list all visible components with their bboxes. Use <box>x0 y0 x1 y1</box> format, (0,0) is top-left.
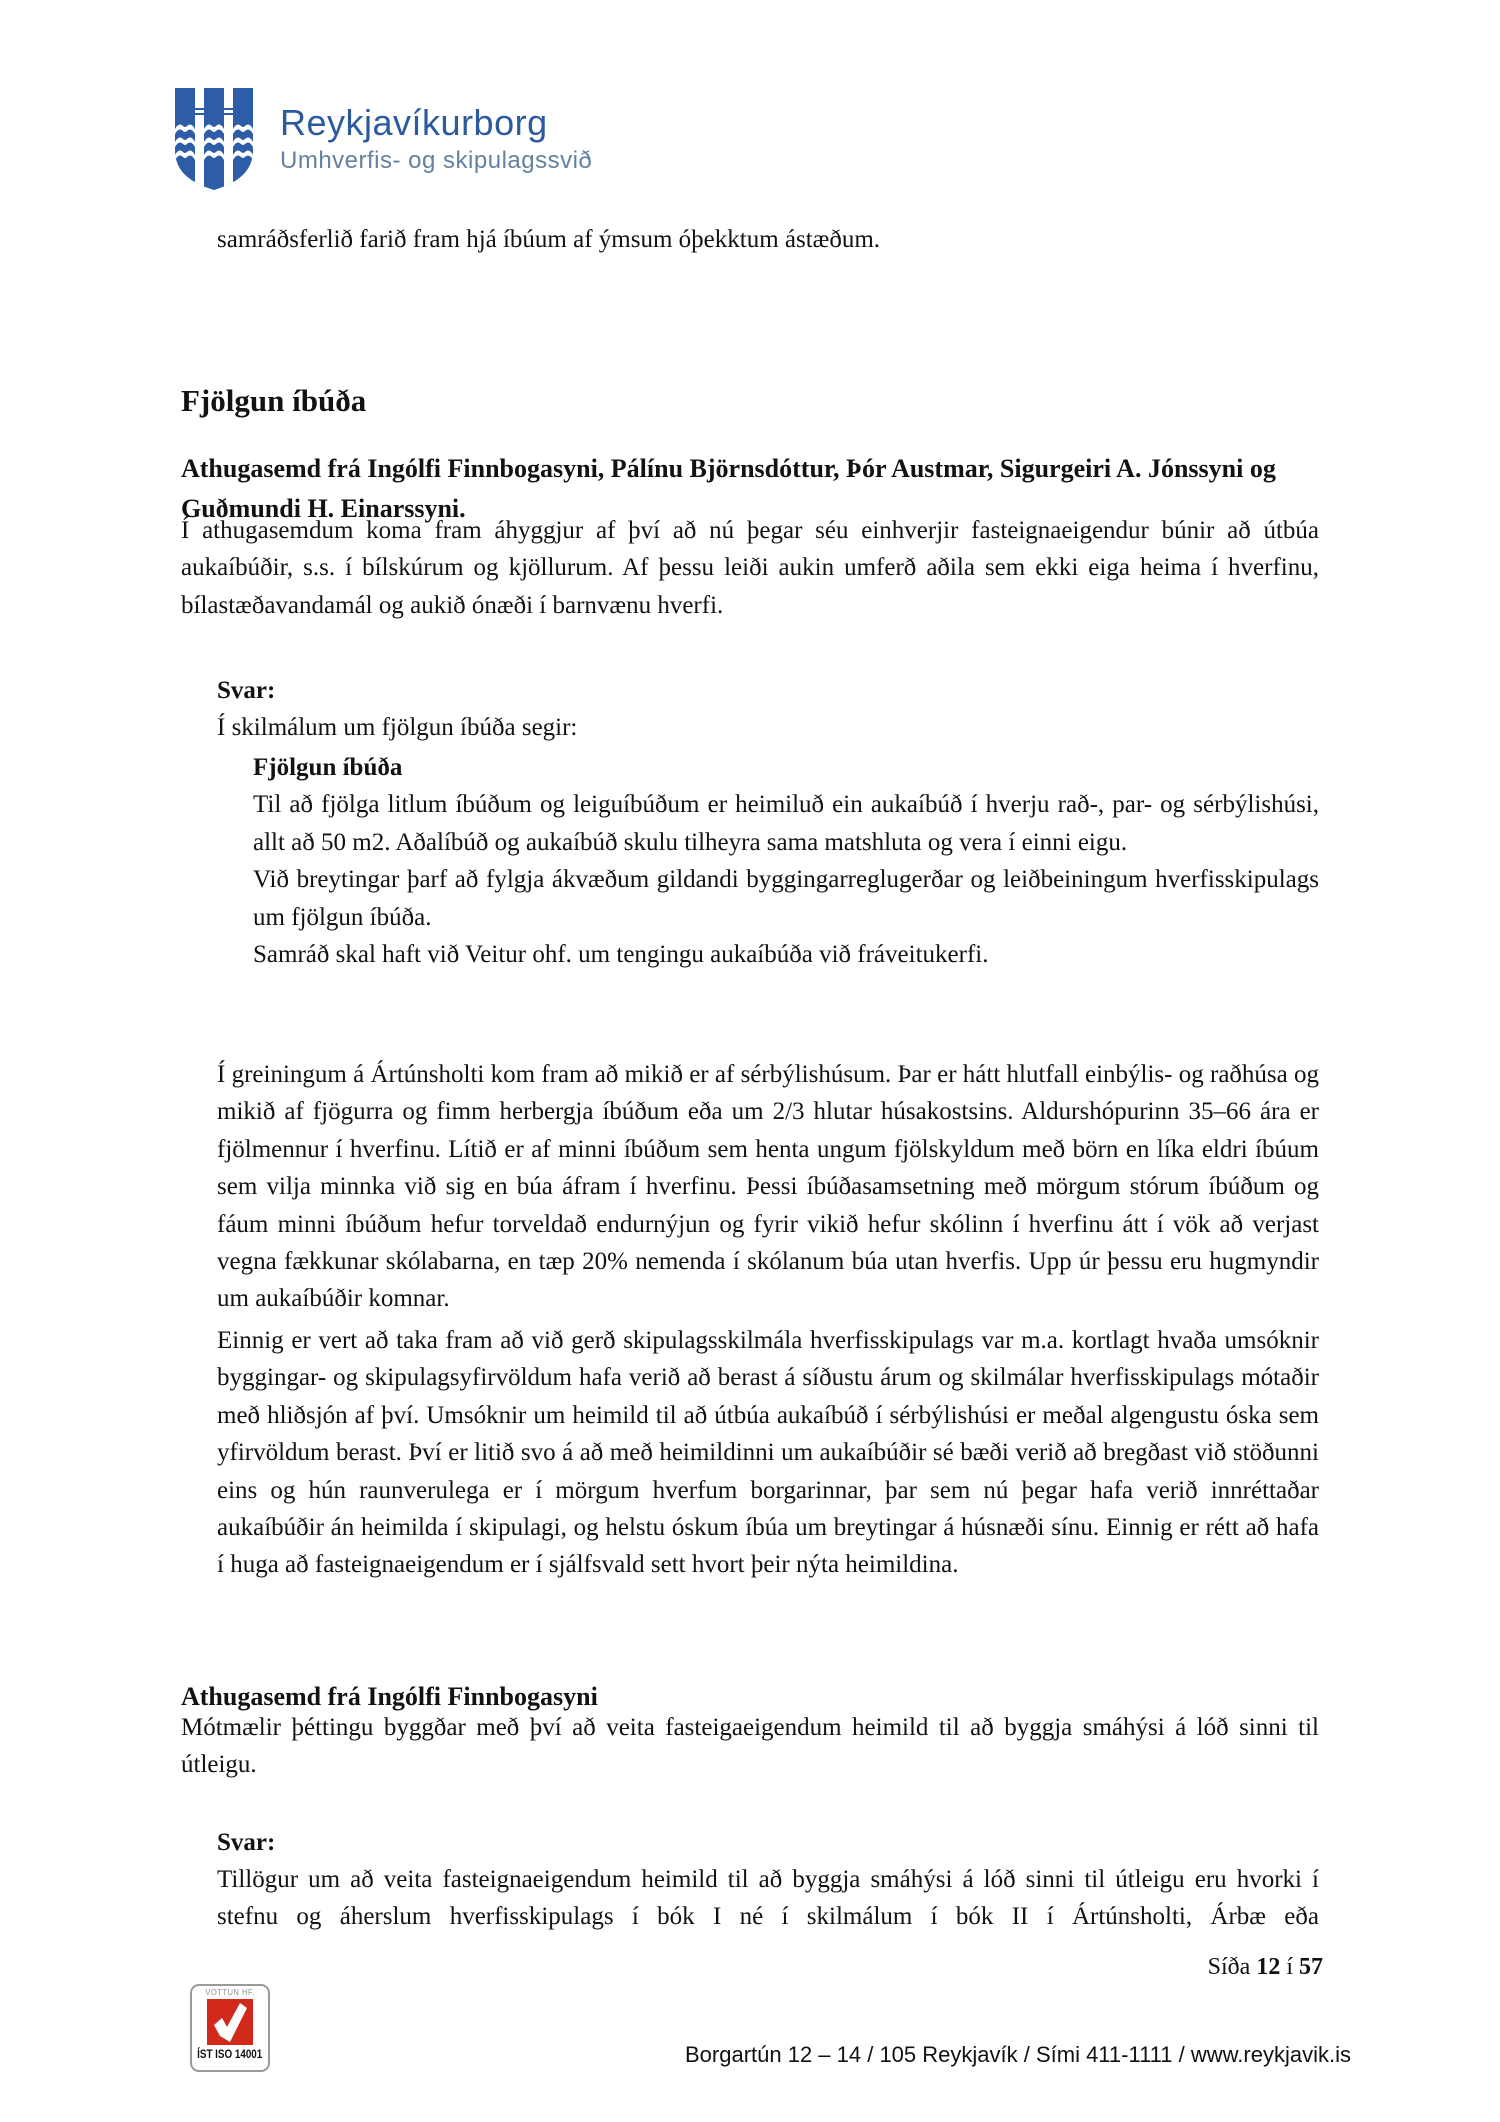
cert-standard-label: ÍST ISO 14001 <box>197 2047 263 2061</box>
comment2-body: Mótmælir þéttingu byggðar með því að veita fasteigaeigendum heimild til að byggja smáhýsi á lóð sinni til útleigu. <box>181 1714 1319 1779</box>
comment1-svar-intro: Í skilmálum um fjölgun íbúða segir: <box>217 714 578 741</box>
comment1-quote-block <box>253 749 1319 973</box>
brand-text <box>280 102 592 175</box>
cert-issuer-label: VOTTUN HF. <box>205 1988 255 1997</box>
quote-title: Fjölgun íbúða <box>253 754 403 781</box>
org-department: Umhverfis- og skipulagssvið <box>280 147 593 174</box>
footer-address: Borgartún 12 – 14 / 105 Reykjavík / Sími 411-1111 / www.reykjavik.is <box>684 2042 1351 2067</box>
iso-certification-badge <box>190 1984 270 2072</box>
comment1-svar-label: Svar: <box>217 677 276 704</box>
page-total: 57 <box>1299 1954 1323 1980</box>
comment1-answer-paragraph: Einnig er vert að taka fram að við gerð skipulagsskilmála hverfisskipulags var m.a. kortlagt hvaða umsóknir byggingar- og skipulagsyfirvöldum hafa verið að berast á síðustu árum og skilmálar hverfisskipulags mótaðir með hliðsjón af því. Umsóknir um heimild til að útbúa aukaíbúð í sérbýlishúsi er meðal algengustu óska sem yfirvöldum berast. Því er litið svo á að með heimildinni um aukaíbúðir sé bæði verið að bregðast við stöðunni eins og hún raunverulega er í mörgum hverfum borgarinnar, þar sem nú þegar hafa verið innréttaðar aukaíbúðir án heimilda í skipulagi, og helstu óskum íbúa um breytingar á húsnæði sínu. Einnig er rétt að hafa í huga að fasteignaeigendum er í sjálfsvald sett hvort þeir nýta heimildina. <box>217 1327 1319 1579</box>
comment2-answer-paragraph: Tillögur um að veita fasteignaeigendum heimild til að byggja smáhýsi á lóð sinni til útleigu eru hvorki í stefnu og áherslum hverfisskipulags í bók I né í skilmálum í bók II í Ártúnsholti, Árbæ eða <box>217 1866 1319 1931</box>
page-label: Síða <box>1207 1954 1251 1980</box>
page-current: 12 <box>1256 1954 1281 1980</box>
reykjavik-crest-icon <box>175 88 253 190</box>
quote-paragraph: Til að fjölga litlum íbúðum og leiguíbúðum er heimiluð ein aukaíbúð í hverju rað-, par- og sérbýlishúsi, allt að 50 m2. Aðalíbúð og aukaíbúð skulu tilheyra sama matshluta og vera í einni eigu. <box>253 791 1319 856</box>
quote-paragraph: Samráð skal haft við Veitur ohf. um tengingu aukaíbúða við fráveitukerfi. <box>253 941 989 969</box>
page-of-label: í <box>1286 1954 1293 1980</box>
comment1-heading: Athugasemd frá Ingólfi Finnbogasyni, Pálínu Björnsdóttur, Þór Austmar, Sigurgeiri A. Jónssyni og Guðmundi H. Einarssyni. <box>181 453 1276 523</box>
comment1-answer-paragraph: Í greiningum á Ártúnsholti kom fram að mikið er af sérbýlishúsum. Þar er hátt hlutfall einbýlis- og raðhúsa og mikið af fjögurra og fimm herbergja íbúðum eða um 2/3 hlutar húsakostsins. Aldurshópurinn 35–66 ára er fjölmennur í hverfinu. Lítið er af minni íbúðum sem henta ungum fjölskyldum með börn en líka eldri íbúum sem vilja minnka við sig en búa áfram í hverfinu. Þessi íbúðasamsetning með mörgum stórum íbúðum og fáum minni íbúðum hefur torveldað endurnýjun og fyrir vikið hefur skólinn í hverfinu átt í vök að verjast vegna fækkunar skólabarna, en tæp 20% nemenda í skólanum búa utan hverfis. Upp úr þessu eru hugmyndir um aukaíbúðir komnar. <box>217 1061 1319 1313</box>
section-title: Fjölgun íbúða <box>181 382 367 418</box>
comment2-heading: Athugasemd frá Ingólfi Finnbogasyni <box>181 1681 598 1711</box>
comment2-svar-label: Svar: <box>217 1829 276 1856</box>
comment1-body: Í athugasemdum koma fram áhyggjur af því að nú þegar séu einhverjir fasteignaeigendur búnir að útbúa aukaíbúðir, s.s. í bílskúrum og kjöllurum. Af þessu leiði aukin umferð aðila sem ekki eiga heima í hverfinu, bílastæðavandamál og aukið ónæði í barnvænu hverfi. <box>181 517 1319 619</box>
intro-line: samráðsferlið farið fram hjá íbúum af ýmsum óþekktum ástæðum. <box>217 226 881 253</box>
org-name: Reykjavíkurborg <box>280 102 548 143</box>
page-number <box>1208 1954 1323 1981</box>
vottun-check-icon <box>207 1999 253 2045</box>
quote-paragraph: Við breytingar þarf að fylgja ákvæðum gildandi byggingarreglugerðar og leiðbeiningum hverfisskipulags um fjölgun íbúða. <box>253 866 1319 931</box>
